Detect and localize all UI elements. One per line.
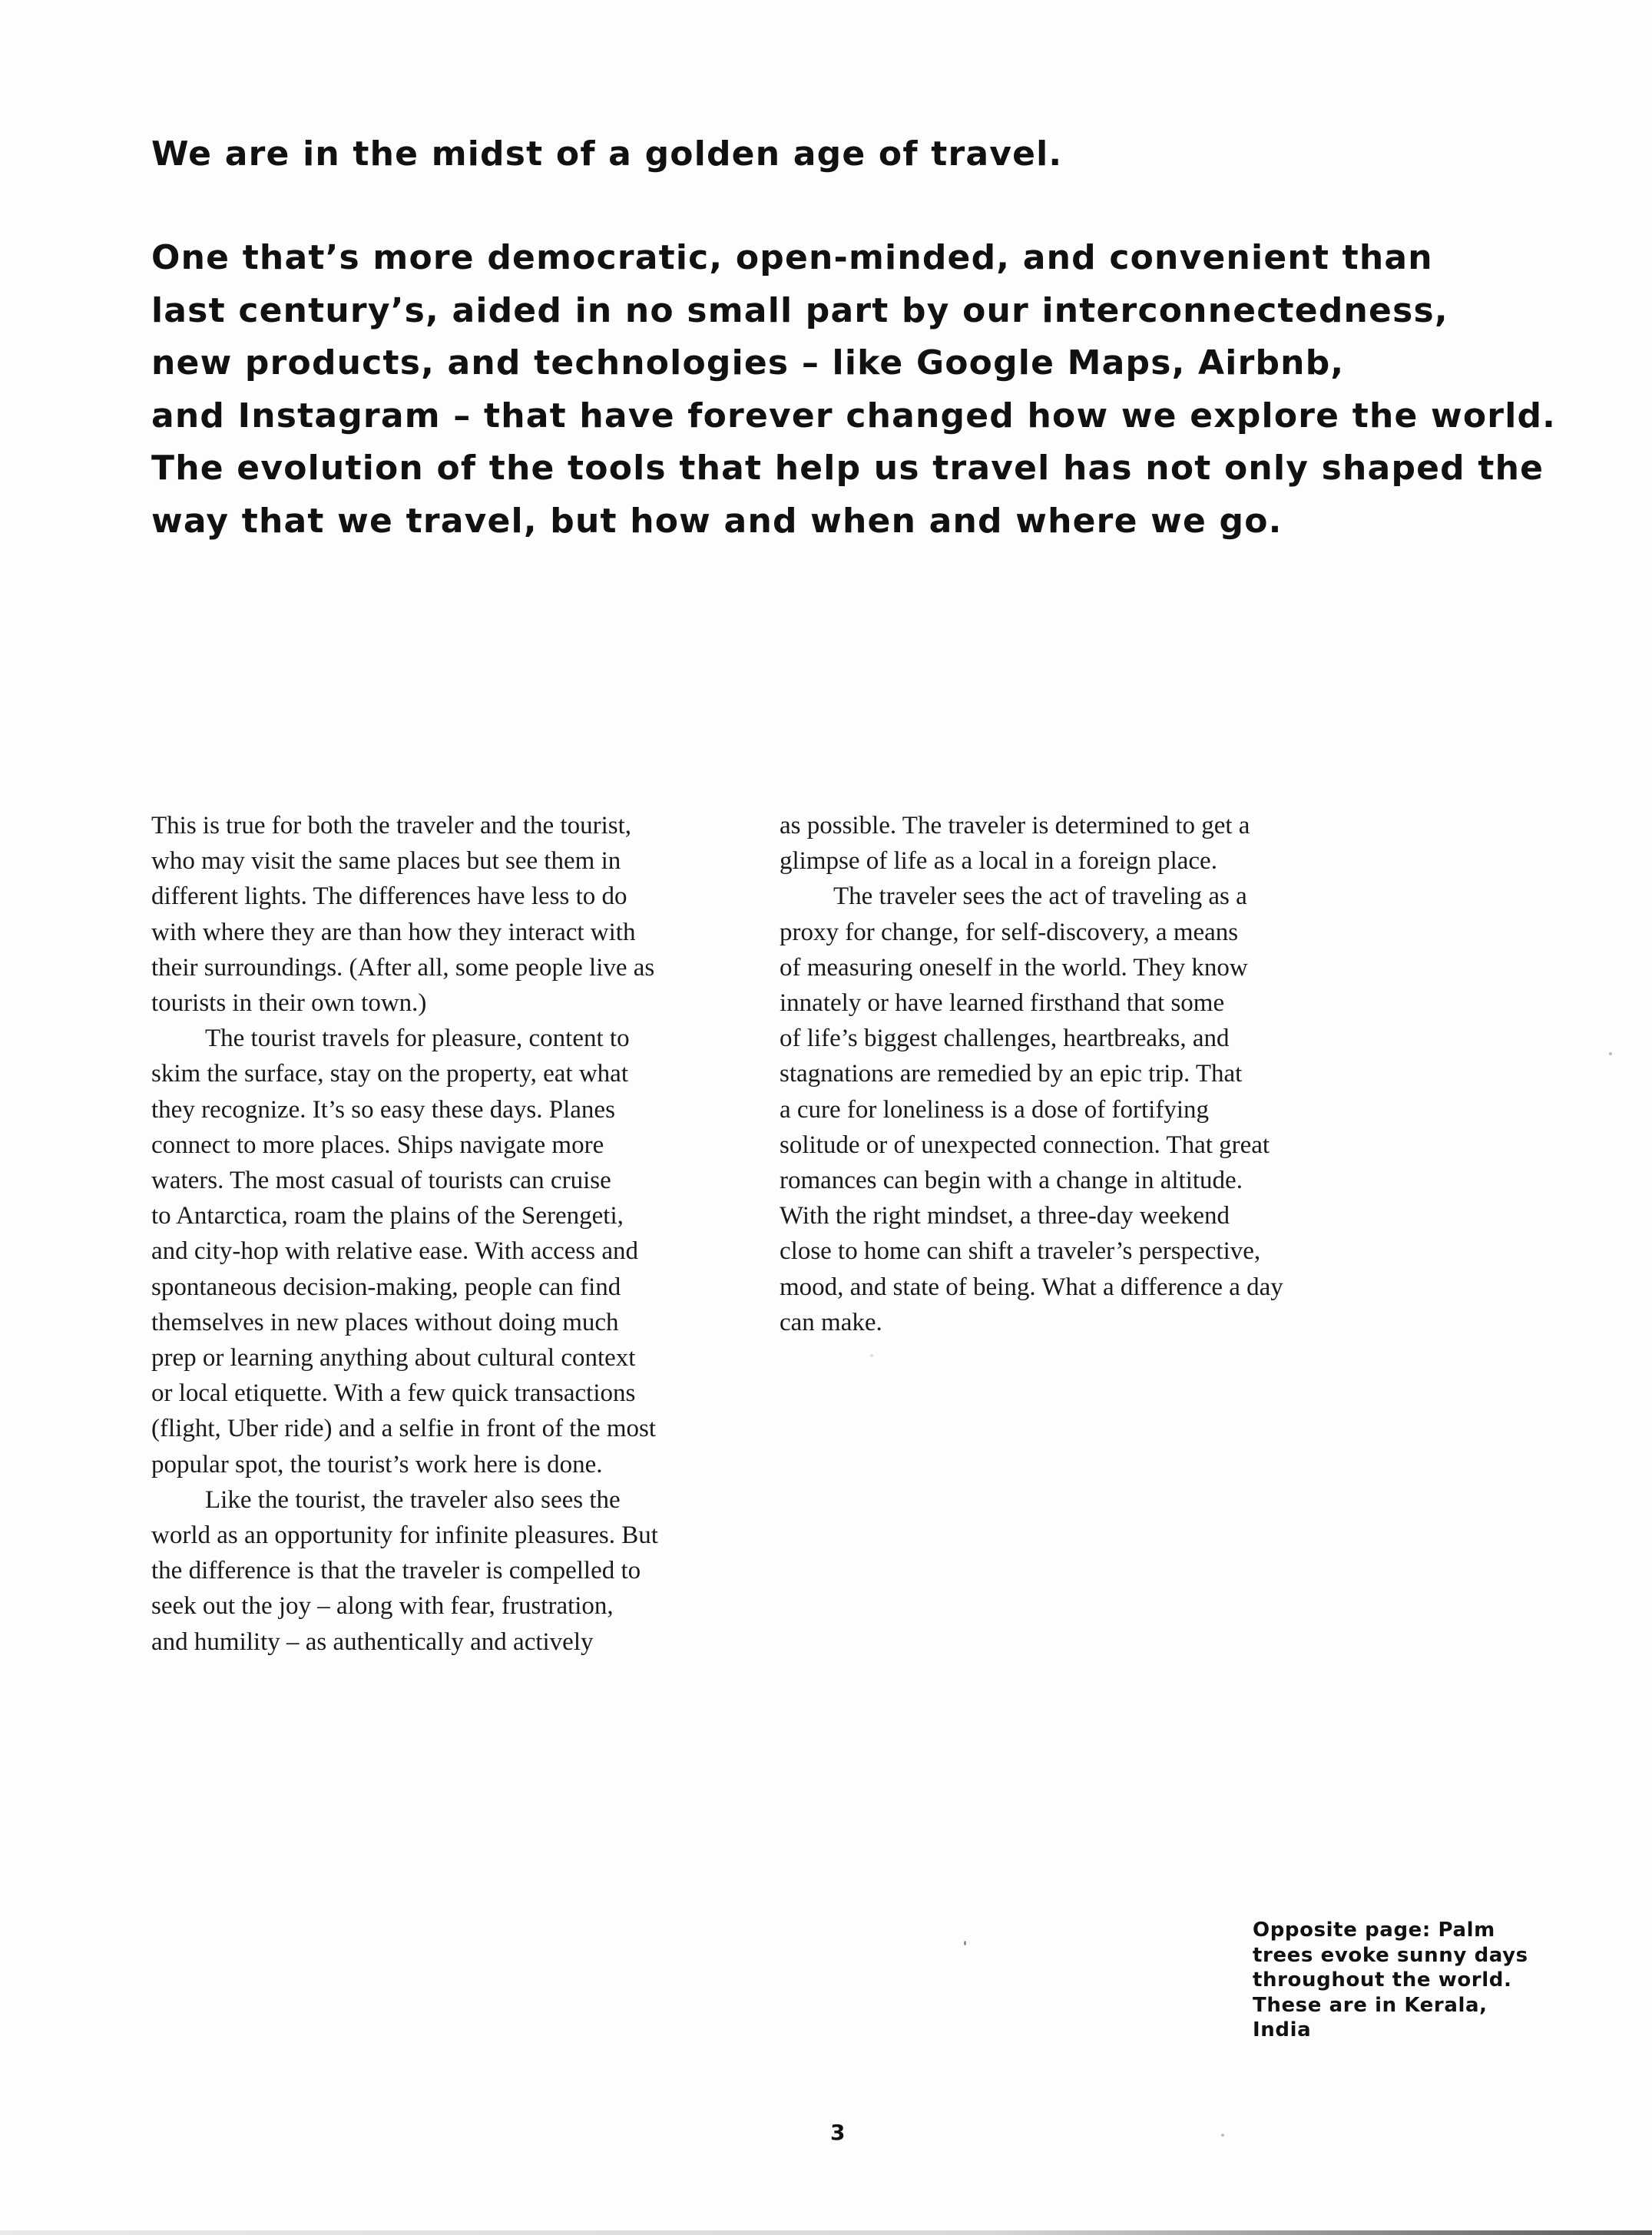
body-line: they recognize. It’s so easy these days. Planes [151,1095,615,1124]
body-line: and humility – as authentically and actively [151,1627,594,1656]
headline: We are in the midst of a golden age of travel. [151,134,1063,174]
caption-line: throughout the world. [1253,1968,1512,1992]
body-line: and city-hop with relative ease. With access and [151,1237,638,1266]
body-line: prep or learning anything about cultural context [151,1344,636,1372]
body-column-right [780,808,1371,1340]
body-line: different lights. The differences have less to do [151,882,627,911]
body-line: spontaneous decision-making, people can find [151,1273,621,1301]
body-line: their surroundings. (After all, some people live as [151,953,655,982]
paragraph-start-line: The traveler sees the act of traveling as a [833,882,1247,911]
body-line: with where they are than how they interact with [151,918,636,946]
body-line: connect to more places. Ships navigate more [151,1131,604,1159]
body-line: of measuring oneself in the world. They know [780,953,1248,982]
body-line: tourists in their own town.) [151,989,427,1018]
statement-line: The evolution of the tools that help us travel has not only shaped the [151,449,1544,488]
caption-line: Opposite page: Palm [1253,1919,1495,1942]
body-line: innately or have learned firsthand that some [780,989,1225,1018]
body-line: to Antarctica, roam the plains of the Serengeti, [151,1202,624,1230]
body-line: solitude or of unexpected connection. That great [780,1131,1270,1159]
body-line: who may visit the same places but see them in [151,847,621,876]
caption-line: India [1253,2018,1312,2041]
body-line: world as an opportunity for infinite pleasures. But [151,1521,658,1550]
body-column-left [151,808,743,1660]
paragraph-start-line: The tourist travels for pleasure, content to [205,1025,630,1053]
scan-speck [870,1354,873,1357]
body-line: This is true for both the traveler and the tourist, [151,812,632,839]
body-line: popular spot, the tourist’s work here is done. [151,1450,603,1478]
page-number: 3 [830,2120,846,2145]
body-line: With the right mindset, a three-day weekend [780,1202,1230,1230]
statement-line: new products, and technologies – like Google Maps, Airbnb, [151,343,1345,382]
page-bottom-edge [0,2230,1652,2235]
caption-line: These are in Kerala, [1253,1993,1488,2017]
body-line: waters. The most casual of tourists can cruise [151,1167,611,1195]
body-line: a cure for loneliness is a dose of fortifying [780,1095,1210,1124]
paragraph-start-line: Like the tourist, the traveler also sees the [205,1485,621,1514]
intro-statement [151,232,1556,548]
statement-line: and Instagram – that have forever changed how we explore the world. [151,396,1557,435]
body-line: the difference is that the traveler is compelled to [151,1557,641,1585]
scan-speck [1221,2134,1224,2137]
body-line: skim the surface, stay on the property, eat what [151,1060,628,1088]
body-line: stagnations are remedied by an epic trip. That [780,1060,1243,1088]
body-line: mood, and state of being. What a difference a day [780,1273,1283,1301]
body-line: can make. [780,1308,882,1336]
body-line: or local etiquette. With a few quick transactions [151,1379,636,1408]
scan-speck [1609,1052,1612,1055]
scan-speck [964,1941,966,1945]
body-line: romances can begin with a change in altitude. [780,1167,1243,1195]
photo-caption [1253,1918,1528,2043]
body-line: glimpse of life as a local in a foreign place. [780,847,1217,876]
body-line: as possible. The traveler is determined to get a [780,812,1250,839]
body-line: of life’s biggest challenges, heartbreaks, and [780,1025,1230,1053]
body-line: seek out the joy – along with fear, frustration, [151,1592,614,1621]
statement-line: One that’s more democratic, open-minded, and convenient than [151,238,1433,277]
statement-line: last century’s, aided in no small part by our interconnectedness, [151,290,1448,330]
body-line: (flight, Uber ride) and a selfie in front of the most [151,1415,657,1443]
caption-line: trees evoke sunny days [1253,1943,1528,1967]
body-line: themselves in new places without doing much [151,1308,619,1336]
body-line: proxy for change, for self-discovery, a means [780,918,1239,946]
body-line: close to home can shift a traveler’s perspective, [780,1237,1261,1266]
statement-line: way that we travel, but how and when and where we go. [151,501,1283,541]
